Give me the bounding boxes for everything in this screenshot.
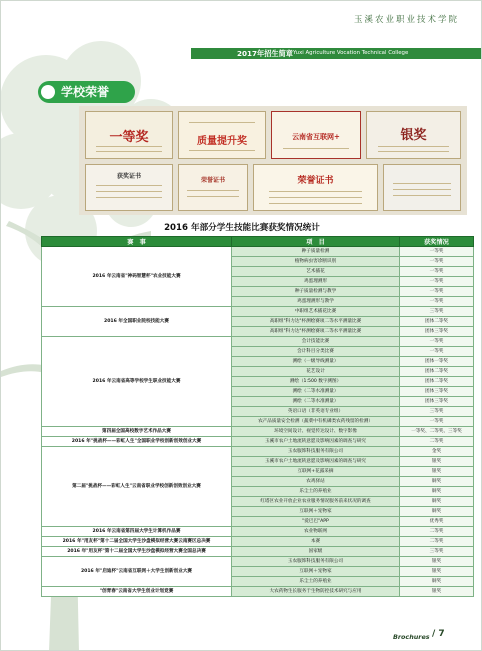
award-cell: 铜奖	[400, 577, 474, 587]
project-cell: 乐尘土的养殖业	[232, 577, 400, 587]
award-cell: 二等奖	[400, 537, 474, 547]
event-cell: 第四届全国高校数字艺术作品大赛	[42, 427, 232, 437]
project-cell: 植物病虫害诊断识别	[232, 257, 400, 267]
award-cell: 一等奖	[400, 257, 474, 267]
award-cell: 一等奖	[400, 247, 474, 257]
award-cell: 一等奖	[400, 347, 474, 357]
award-cell: 三等奖	[400, 407, 474, 417]
awards-table-body	[42, 247, 474, 597]
project-cell: 高职组"科力达"杯测绘赛项二等水平测量比赛	[232, 317, 400, 327]
project-cell: 农鸡驿站	[232, 477, 400, 487]
award-cell: 团体二等奖	[400, 367, 474, 377]
event-cell: 2016 年"用友杯"第十二届全国大学生沙盘模拟经营大赛云南赛区总决赛	[42, 537, 232, 547]
project-cell: 高职组"科力达"杯测绘赛项二等水平测量比赛	[232, 327, 400, 337]
project-cell: 国家级	[232, 547, 400, 557]
certificate-photo: 荣誉证书	[178, 164, 248, 211]
award-cell: 银奖	[400, 557, 474, 567]
project-cell: 红塔区农业开放企业农业服务情况服务前来状况的调查	[232, 497, 400, 507]
award-cell: 银奖	[400, 587, 474, 597]
award-cell: 优秀奖	[400, 517, 474, 527]
table-header-row	[42, 237, 474, 247]
table-row	[42, 537, 474, 547]
award-cell: 三等奖	[400, 307, 474, 317]
table-title: 2016 年部分学生技能比赛获奖情况统计	[164, 223, 320, 233]
award-cell: 二等奖	[400, 527, 474, 537]
award-cell: 铜奖	[400, 487, 474, 497]
project-cell: 玉农服饰科技服务有限公司	[232, 557, 400, 567]
award-cell: 团体三等奖	[400, 327, 474, 337]
project-cell: 大农药物生长服务于生物防控技术研究与应用	[232, 587, 400, 597]
project-cell: 互联网＋宠物家	[232, 507, 400, 517]
award-cell: 一等奖、二等奖、三等奖	[400, 427, 474, 437]
project-cell: 乐尘土的养殖业	[232, 487, 400, 497]
table-row	[42, 557, 474, 567]
project-cell: 玉溪市农户土地流转意愿及影响因素的调查与研究	[232, 437, 400, 447]
project-cell: "爱巴巴"APP	[232, 517, 400, 527]
brochure-year-label: 2017年招生简章	[237, 49, 293, 58]
project-cell: 农产品质量安全检测（蔬菜中有机磷类农药残留的检测）	[232, 417, 400, 427]
project-cell: 本赛	[232, 537, 400, 547]
project-cell: 花艺设计	[232, 367, 400, 377]
certificate-photo: 质量提升奖	[178, 111, 266, 159]
school-name-en: Yuxi Agriculture Vocation Technical College	[293, 50, 409, 56]
event-cell: 2016 年云南省第四届大学生计算机作品赛	[42, 527, 232, 537]
page-number: / 7	[432, 629, 445, 639]
award-cell: 三等奖	[400, 547, 474, 557]
award-cell: 一等奖	[400, 267, 474, 277]
project-cell: 艺术插花	[232, 267, 400, 277]
event-cell: 2016 年云南省高等学校学生职业技能大赛	[42, 337, 232, 427]
table-row	[42, 427, 474, 437]
project-cell: 鸡蛋理测形与教学	[232, 297, 400, 307]
award-cell: 二等奖	[400, 437, 474, 447]
project-cell: 种子质量检测	[232, 247, 400, 257]
table-row	[42, 547, 474, 557]
award-cell: 团体二等奖	[400, 317, 474, 327]
school-name-cn: 玉溪农业职业技术学院	[353, 15, 459, 25]
project-cell: 互联网+花露采摘	[232, 467, 400, 477]
table-row	[42, 587, 474, 597]
project-cell: 中职组艺术插花比赛	[232, 307, 400, 317]
event-cell: 第二届"挑战杯——彩虹人生"云南省职业学校创新创效创业大赛	[42, 447, 232, 527]
footer-brochure-label: Brochures	[393, 633, 430, 641]
project-cell: 环境空间设计、视觉传达设计、数字影像	[232, 427, 400, 437]
award-cell: 团体三等奖	[400, 397, 474, 407]
project-cell: 会计科目分类比赛	[232, 347, 400, 357]
bullet-dot-icon	[41, 85, 55, 99]
awards-table	[41, 236, 474, 597]
award-cell: 银奖	[400, 457, 474, 467]
event-cell: 2016 年全国职业院校技能大赛	[42, 307, 232, 337]
award-cell: 一等奖	[400, 287, 474, 297]
project-cell: 农业物联网	[232, 527, 400, 537]
table-row	[42, 447, 474, 457]
event-cell: 2016 年云南省"神码智慧杯"农业技能大赛	[42, 247, 232, 307]
certificate-photo: 荣誉证书	[253, 164, 378, 211]
project-cell: 英语口语（非英语专业组）	[232, 407, 400, 417]
award-cell: 铜奖	[400, 497, 474, 507]
event-cell: 2016 年"启迪杯"云南省互联网＋大学生创新创业大赛	[42, 557, 232, 587]
project-cell: 互联网＋宠物家	[232, 567, 400, 577]
section-title: 学校荣誉	[61, 85, 110, 99]
header-event: 赛 事	[42, 237, 232, 247]
award-cell: 银奖	[400, 467, 474, 477]
award-cell: 一等奖	[400, 417, 474, 427]
award-cell: 一等奖	[400, 297, 474, 307]
event-cell: 2016 年"用友杯"第十二届全国大学生沙盘模拟经营大赛全国总决赛	[42, 547, 232, 557]
certificate-photo	[383, 164, 461, 211]
header-award: 获奖情况	[400, 237, 474, 247]
table-row	[42, 337, 474, 347]
certificate-photo: 银奖	[366, 111, 461, 159]
certificate-photo: 获奖证书	[85, 164, 173, 211]
project-cell: 鸡蛋理测形	[232, 277, 400, 287]
award-cell: 铜奖	[400, 477, 474, 487]
event-cell: "创青春"云南省大学生创业计划竞赛	[42, 587, 232, 597]
project-cell: 测绘（二等水准测量）	[232, 387, 400, 397]
project-cell: 测绘（1:500 数字测图）	[232, 377, 400, 387]
award-cell: 一等奖	[400, 337, 474, 347]
table-row	[42, 307, 474, 317]
project-cell: 玉农服饰科技服务有限公司	[232, 447, 400, 457]
event-cell: 2016 年"挑战杯——彩虹人生"全国职业学校创新创效创业大赛	[42, 437, 232, 447]
project-cell: 会计技能比赛	[232, 337, 400, 347]
project-cell: 测绘（二等水准测量）	[232, 397, 400, 407]
award-cell: 团体二等奖	[400, 377, 474, 387]
award-cell: 团体一等奖	[400, 357, 474, 367]
table-row	[42, 437, 474, 447]
honor-certificates-photo	[79, 106, 467, 215]
certificate-photo: 云南省互联网+	[271, 111, 361, 159]
header-project: 项 目	[232, 237, 400, 247]
project-cell: 玉溪市农户土地流转意愿及影响因素的调查与研究	[232, 457, 400, 467]
certificate-photo: 一等奖	[85, 111, 173, 159]
award-cell: 铜奖	[400, 507, 474, 517]
table-row	[42, 527, 474, 537]
award-cell: 团体三等奖	[400, 387, 474, 397]
award-cell: 金奖	[400, 447, 474, 457]
award-cell: 一等奖	[400, 277, 474, 287]
table-row	[42, 247, 474, 257]
project-cell: 测绘（一级导线测量）	[232, 357, 400, 367]
award-cell: 银奖	[400, 567, 474, 577]
project-cell: 种子质量检测与教学	[232, 287, 400, 297]
